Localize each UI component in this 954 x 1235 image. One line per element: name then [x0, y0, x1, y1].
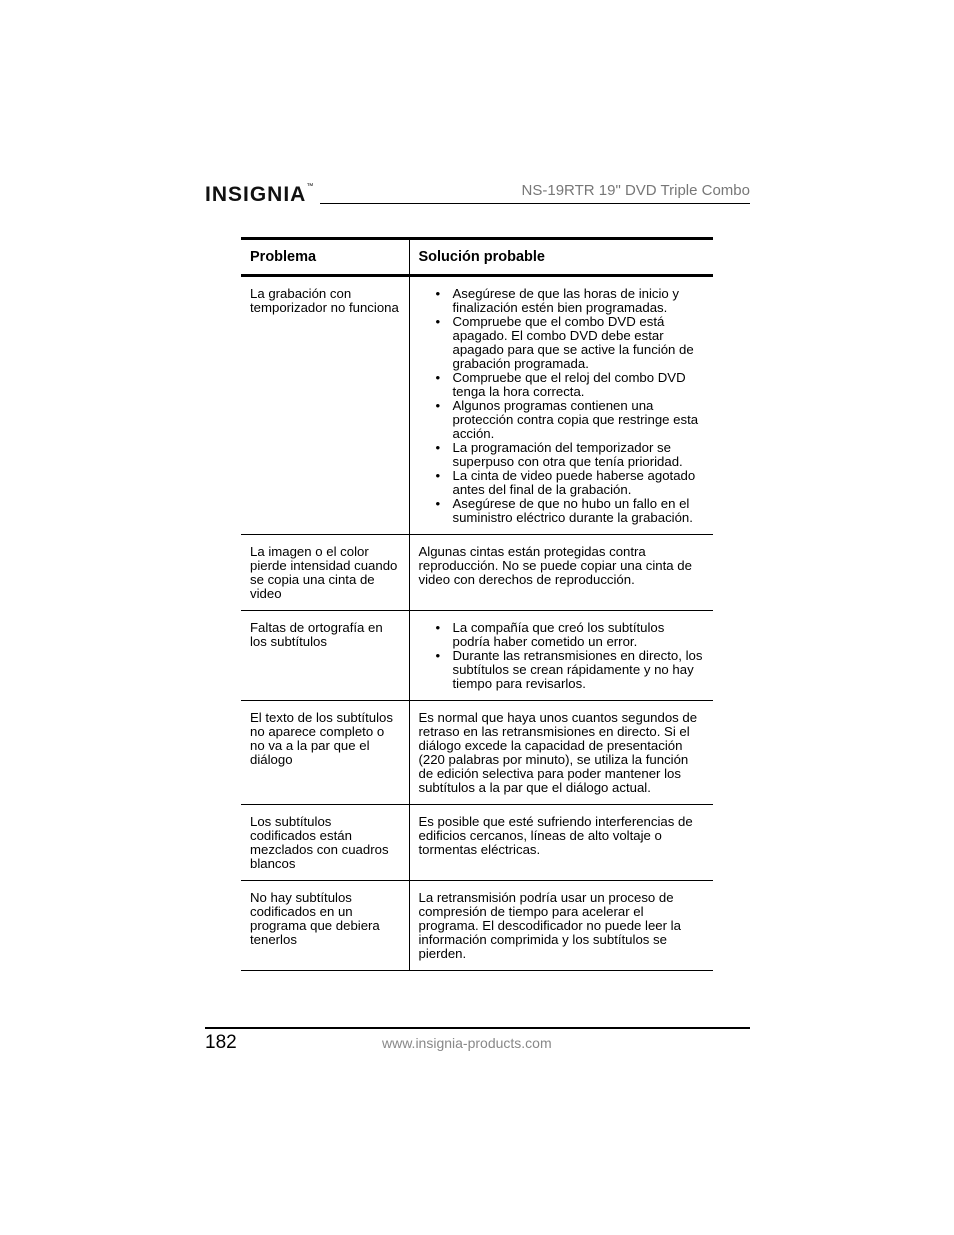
troubleshooting-table: [241, 237, 713, 971]
product-title: NS-19RTR 19" DVD Triple Combo: [521, 182, 750, 199]
solution-cell: [409, 701, 713, 805]
solution-cell: [409, 881, 713, 971]
solution-item: • Compruebe que el reloj del combo DVD tenga la hora correcta.: [453, 371, 706, 399]
table-row: [241, 805, 713, 881]
solution-list: [419, 287, 706, 525]
header-divider: [320, 203, 750, 204]
solution-item: • Compruebe que el combo DVD está apagado. El combo DVD debe estar apagado para que se active la función de grabación programada.: [453, 315, 706, 371]
solution-text: La retransmisión podría usar un proceso de compresión de tiempo para acelerar el programa. El descodificador no puede leer la información comprimida y los subtítulos se pierden.: [418, 890, 681, 961]
problem-cell: El texto de los subtítulos no aparece completo o no va a la par que el diálogo: [241, 701, 409, 805]
problem-cell: La imagen o el color pierde intensidad cuando se copia una cinta de video: [241, 535, 409, 611]
page-footer: [205, 1025, 750, 1065]
solution-cell: [409, 611, 713, 701]
table-row: [241, 535, 713, 611]
solution-item: • La programación del temporizador se superpuso con otra que tenía prioridad.: [453, 441, 706, 469]
table-header-row: [241, 239, 713, 276]
solution-text: Es normal que haya unos cuantos segundos de retraso en las retransmisiones en directo. Si el diálogo excede la capacidad de presentación (220 palabras por minuto), se utiliza la función de edición selectiva para poder mantener los subtítulos a la par que el diálogo actual.: [418, 710, 698, 795]
solution-text: Algunas cintas están protegidas contra reproducción. No se puede copiar una cinta de video con derechos de reproducción.: [418, 544, 692, 587]
problem-cell: Los subtítulos codificados están mezclados con cuadros blancos: [241, 805, 409, 881]
problem-cell: Faltas de ortografía en los subtítulos: [241, 611, 409, 701]
table-row: [241, 881, 713, 971]
column-header-problem: Problema: [241, 239, 409, 276]
insignia-logo: INSIGNIA™: [205, 183, 315, 206]
page-number: 182: [205, 1032, 237, 1053]
solution-item: • Algunos programas contienen una protección contra copia que restringe esta acción.: [453, 399, 706, 441]
footer-url: www.insignia-products.com: [382, 1035, 552, 1051]
solution-item: • Asegúrese de que no hubo un fallo en el suministro eléctrico durante la grabación.: [453, 497, 706, 525]
solution-item: • Durante las retransmisiones en directo, los subtítulos se crean rápidamente y no hay tiempo para revisarlos.: [453, 649, 706, 691]
solution-item: • Asegúrese de que las horas de inicio y finalización estén bien programadas.: [453, 287, 706, 315]
footer-divider: [205, 1027, 750, 1029]
solution-item: • La cinta de video puede haberse agotado antes del final de la grabación.: [453, 469, 706, 497]
table-row: [241, 276, 713, 535]
problem-cell: La grabación con temporizador no funciona: [241, 276, 409, 535]
problem-cell: No hay subtítulos codificados en un programa que debiera tenerlos: [241, 881, 409, 971]
solution-list: [419, 621, 706, 691]
solution-cell: [409, 805, 713, 881]
column-header-solution: Solución probable: [409, 239, 713, 276]
table-row: [241, 701, 713, 805]
solution-cell: [409, 276, 713, 535]
table-row: [241, 611, 713, 701]
solution-cell: [409, 535, 713, 611]
solution-text: Es posible que esté sufriendo interferencias de edificios cercanos, líneas de alto voltaje o tormentas eléctricas.: [418, 814, 693, 857]
solution-item: • La compañía que creó los subtítulos podría haber cometido un error.: [453, 621, 706, 649]
page-header: [205, 180, 750, 210]
